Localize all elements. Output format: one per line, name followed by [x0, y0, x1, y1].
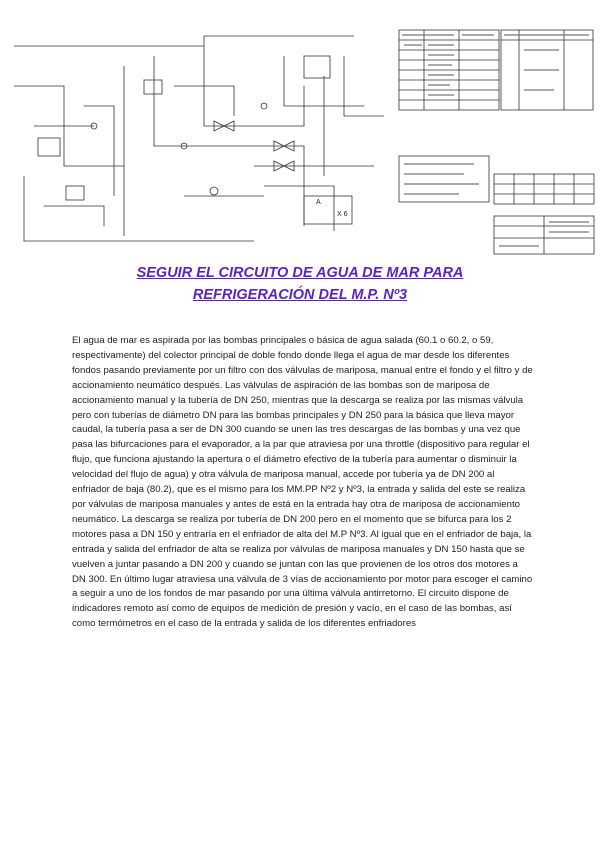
- title-line-2: REFRIGERACIÓN DEL M.P. Nº3: [192, 287, 408, 303]
- diagram-tag-b: X 6: [337, 211, 348, 218]
- title-line-1: SEGUIR EL CIRCUITO DE AGUA DE MAR PARA: [136, 265, 464, 281]
- body-paragraph: El agua de mar es aspirada por las bombas principales o básica de agua salada (60.1 o 60.2, o 59, respectivamente) del colector principal de doble fondo donde llega el agua de mar desde los diferentes fondos pasando previamente por un filtro con dos válvulas de mariposa, manual entre el fondo y el filtro y de accionamiento neumático después. Las válvulas de aspiración de las bombas son de mariposa de accionamiento manual y la tubería de DN 250, mientras que la descarga se realiza por las mismas válvula pero con tuberías de diámetro DN para las bombas principales y DN 250 para la básica que lleva mayor caudal, la tubería pasa a ser de DN 300 cuando se unen las tres descargas de las bombas y una vez que pasa las bifurcaciones para el evaporador, a la par que atraviesa por una throttle (dispositivo para regular el flujo, que funciona ajustando la apertura o el diámetro efectivo de la tubería para aumentar o disminuir la velocidad del flujo de agua) y otra válvula de mariposa manual, accede por tubería ya de DN 200 al enfriador de baja (80.2), que es el mismo para los MM.PP Nº2 y Nº3, la entrada y salida del este se realiza por válvulas de mariposa manuales y antes de está en la entrada hay otra de mariposa de accionamiento neumático. La descarga se realiza por tubería de DN 200 pero en el momento que se bifurca para los 2 motores pasa a DN 150 y entraría en el enfriador de alta del M.P Nº3. Al igual que en el enfriador de baja, la entrada y salida del enfriador de alta se realiza por válvulas de mariposa manuales y DN 150 hasta que se vuelven a juntar pasando a DN 200 y cuando se juntan con las que provienen de los otros dos motores a DN 300. En último lugar atraviesa una válvula de 3 vías de accionamiento por motor para escoger el camino a seguir a uno de los fondos de mar pasando por una última válvula antirretorno. El circuito dispone de indicadores remoto así como de equipos de medición de presión y vacío, en el caso de las bombas, así como termómetros en el caso de la entrada y salida de los diferentes enfriadores: [72, 335, 533, 630]
- page-title: [60, 262, 540, 306]
- diagram-tag-a: A: [316, 199, 321, 206]
- sea-water-circuit-diagram: [4, 26, 596, 258]
